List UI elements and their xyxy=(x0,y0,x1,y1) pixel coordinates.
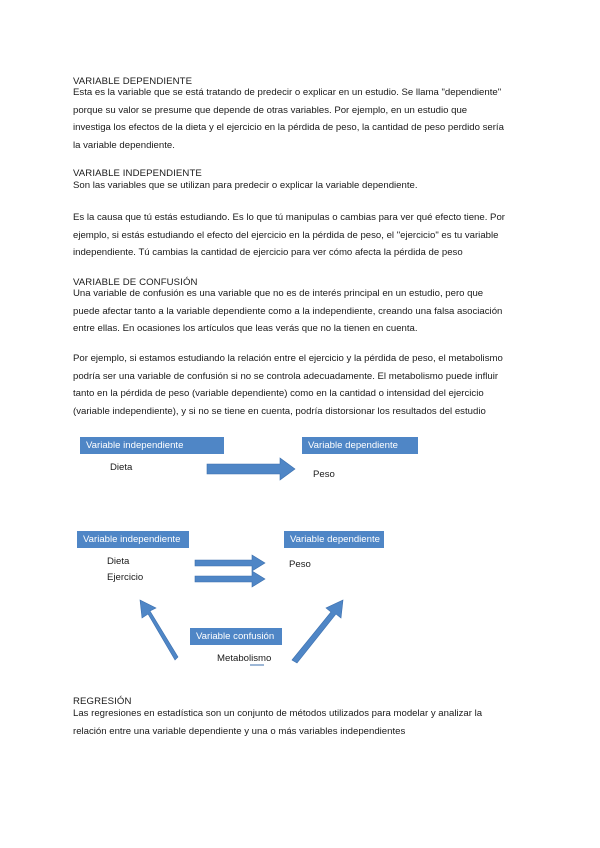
text-line: Esta es la variable que se está tratando de predecir o explicar en un estudio. Se llama "dependiente" xyxy=(73,87,502,98)
box-variable-dependiente: Variable dependiente xyxy=(302,437,418,454)
arrow-up-left-icon xyxy=(140,600,178,660)
heading-variable-confusion: VARIABLE DE CONFUSIÓN xyxy=(73,277,198,288)
text-line: independiente. Tú cambias la cantidad de ejercicio para ver cómo afecta la pérdida de peso xyxy=(73,247,463,259)
label-dieta-2: Dieta xyxy=(107,556,130,567)
text-line: ejemplo, si estás estudiando el efecto del ejercicio en la pérdida de peso, el "ejercicio" es tu variable xyxy=(73,229,499,241)
text-line: puede afectar tanto a la variable dependiente como a la independiente, creando una falsa asociación xyxy=(73,305,503,317)
arrow-right-icon xyxy=(195,571,265,587)
heading-regresion: REGRESIÓN xyxy=(73,696,132,707)
text-line: Es la causa que tú estás estudiando. Es lo que tú manipulas o cambias para ver qué efecto tiene. Por xyxy=(73,212,505,223)
text-line: relación entre una variable dependiente y una o más variables independientes xyxy=(73,725,406,737)
label-ejercicio: Ejercicio xyxy=(107,572,144,583)
text-line: Una variable de confusión es una variable que no es de interés principal en un estudio, pero que xyxy=(73,288,484,299)
text-line: porque su valor se presume que depende de otras variables. Por ejemplo, en un estudio que xyxy=(73,104,468,116)
label-metabolismo: Metabolismo xyxy=(217,653,272,664)
label-peso-2: Peso xyxy=(289,559,311,570)
text-line: investiga los efectos de la dieta y el ejercicio en la pérdida de peso, la cantidad de peso perdido sería xyxy=(73,122,504,134)
box-variable-dependiente-2: Variable dependiente xyxy=(284,531,384,548)
text-line: la variable dependiente. xyxy=(73,139,175,151)
paragraph-regresion xyxy=(73,705,533,740)
arrow-right-icon xyxy=(195,555,265,571)
arrow-right-icon xyxy=(207,458,295,480)
text-line: entre ellas. En ocasiones los artículos que leas verás que no la tienen en cuenta. xyxy=(73,323,418,335)
box-variable-independiente-2: Variable independiente xyxy=(77,531,189,548)
text-line: tanto en la pérdida de peso (variable dependiente) como en la cantidad o intensidad del ejercicio xyxy=(73,388,484,400)
box-variable-confusion: Variable confusión xyxy=(190,628,282,645)
text-line: podría ser una variable de confusión si no se controla adecuadamente. El metabolismo puede influir xyxy=(73,370,499,382)
label-dieta: Dieta xyxy=(110,462,133,473)
text-line: Son las variables que se utilizan para predecir o explicar la variable dependiente. xyxy=(73,180,418,191)
text-line: Por ejemplo, si estamos estudiando la relación entre el ejercicio y la pérdida de peso, el metabolismo xyxy=(73,353,503,364)
heading-variable-independiente: VARIABLE INDEPENDIENTE xyxy=(73,168,202,179)
box-variable-independiente: Variable independiente xyxy=(80,437,224,454)
text-line: (variable independiente), y si no se tiene en cuenta, podría distorsionar los resultados del estudio xyxy=(73,405,486,417)
arrow-up-right-icon xyxy=(292,600,343,663)
heading-variable-dependiente: VARIABLE DEPENDIENTE xyxy=(73,76,193,87)
text-line: Las regresiones en estadística son un conjunto de métodos utilizados para modelar y analizar la xyxy=(73,708,483,719)
label-peso: Peso xyxy=(313,469,335,480)
